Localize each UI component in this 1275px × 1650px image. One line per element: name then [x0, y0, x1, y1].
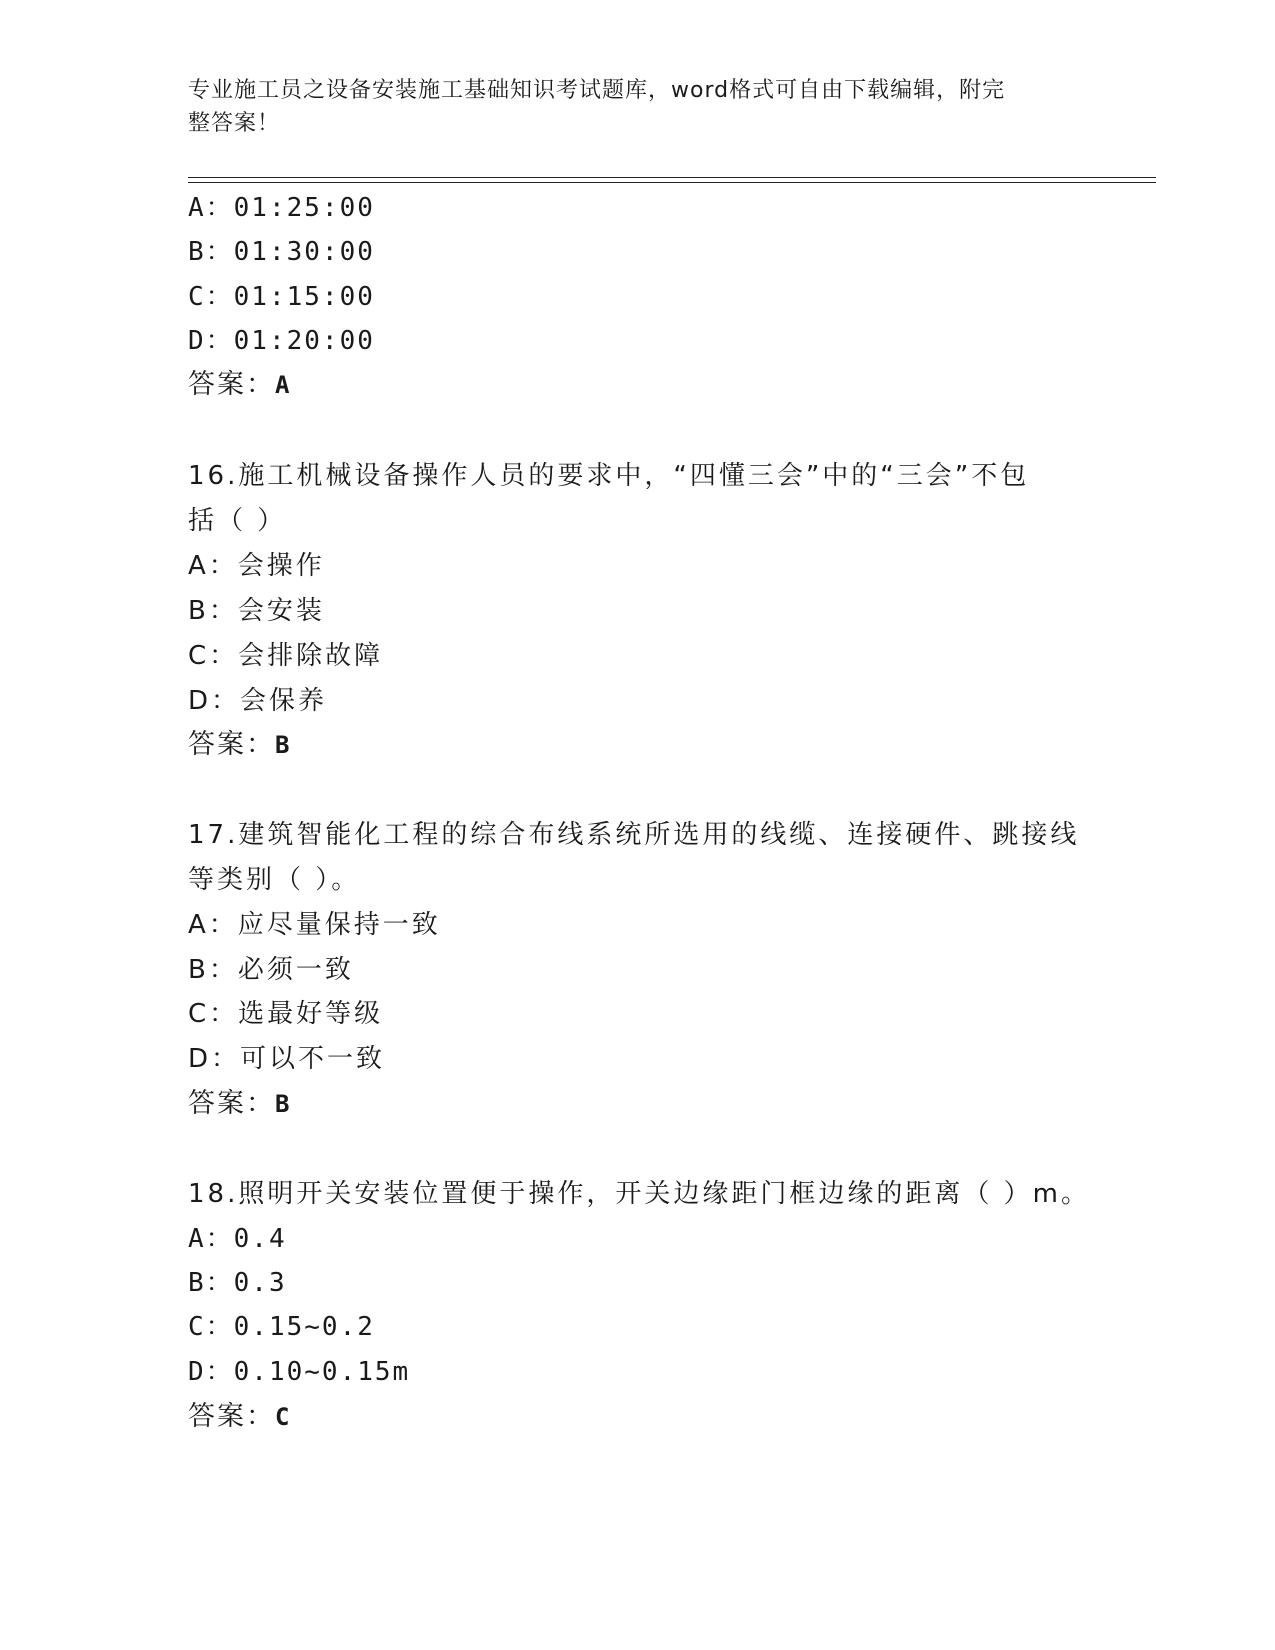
- header-divider-top: [188, 177, 1156, 178]
- q18-option-d: D：0.10~0.15m: [188, 1357, 411, 1387]
- q17-stem-line-1: 17.建筑智能化工程的综合布线系统所选用的线缆、连接硬件、跳接线: [188, 820, 1080, 850]
- header-line-2: 整答案！: [188, 111, 281, 136]
- q16-option-c: C：会排除故障: [188, 641, 384, 671]
- q18-stem-line-1: 18.照明开关安装位置便于操作，开关边缘距门框边缘的距离（ ）m。: [188, 1179, 1090, 1209]
- q18-answer: [188, 1400, 291, 1434]
- answer-value: B: [275, 1090, 292, 1118]
- q15-option-a: A：01:25:00: [188, 193, 375, 223]
- q16-option-b: B：会安装: [188, 596, 325, 626]
- q16-stem-line-2: 括（ ）: [188, 506, 287, 536]
- q15-option-b: B：01:30:00: [188, 237, 375, 267]
- answer-label: 答案：: [188, 1088, 275, 1119]
- q16-answer: [188, 728, 291, 762]
- answer-label: 答案：: [188, 369, 275, 400]
- q15-answer: [188, 368, 291, 402]
- q16-option-d: D：会保养: [188, 686, 328, 716]
- q16-stem-line-1: 16.施工机械设备操作人员的要求中，“四懂三会”中的“三会”不包: [188, 461, 1030, 491]
- answer-value: A: [275, 371, 292, 399]
- answer-value: B: [275, 731, 292, 759]
- header-line-1: 专业施工员之设备安装施工基础知识考试题库，word格式可自由下载编辑，附完: [188, 78, 1006, 103]
- q18-option-c: C：0.15~0.2: [188, 1312, 375, 1342]
- q17-option-b: B：必须一致: [188, 955, 354, 985]
- document-header: [188, 74, 1088, 140]
- q17-option-a: A：应尽量保持一致: [188, 910, 441, 940]
- answer-value: C: [275, 1403, 292, 1431]
- q15-option-c: C：01:15:00: [188, 282, 375, 312]
- q18-option-a: A：0.4: [188, 1224, 287, 1254]
- q17-option-c: C：选最好等级: [188, 999, 384, 1029]
- q15-option-d: D：01:20:00: [188, 326, 375, 356]
- q17-answer: [188, 1087, 291, 1121]
- q18-option-b: B：0.3: [188, 1268, 287, 1298]
- q17-stem-line-2: 等类别（ ）。: [188, 865, 361, 895]
- answer-label: 答案：: [188, 1401, 275, 1432]
- answer-label: 答案：: [188, 729, 275, 760]
- q16-option-a: A：会操作: [188, 551, 325, 581]
- q17-option-d: D：可以不一致: [188, 1044, 386, 1074]
- header-divider-bottom: [188, 182, 1156, 183]
